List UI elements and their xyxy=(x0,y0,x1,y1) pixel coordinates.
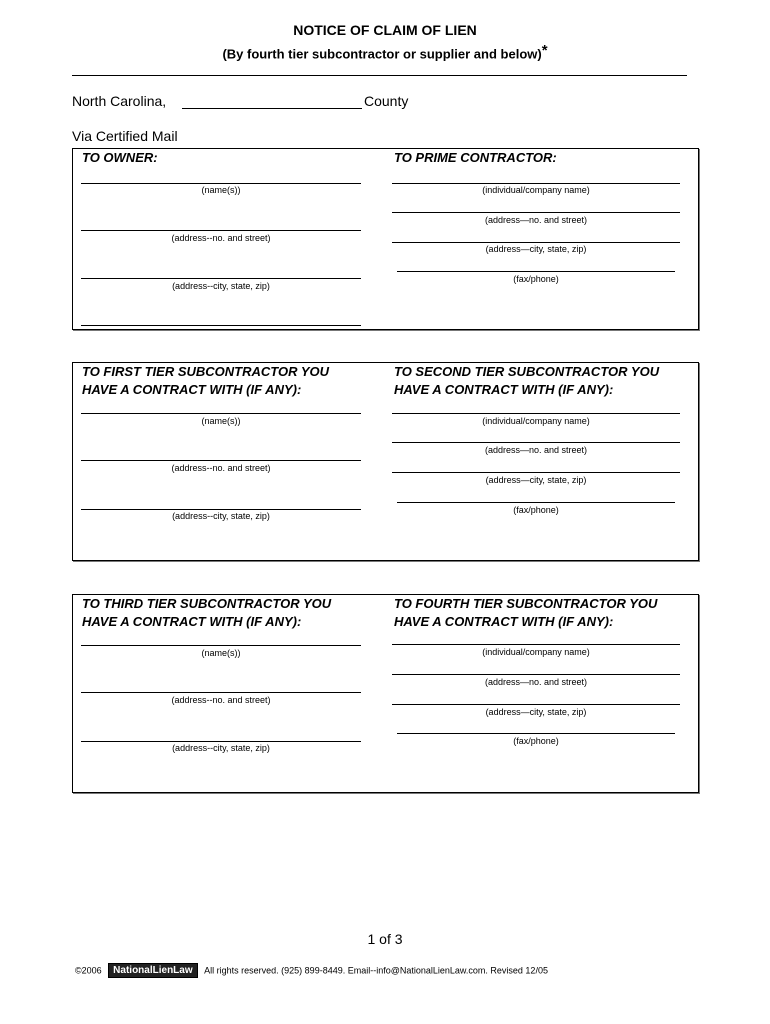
fourth-city-line[interactable] xyxy=(392,704,680,705)
third-city-line[interactable] xyxy=(81,741,361,742)
first-tier-heading-line2: HAVE A CONTRACT WITH (IF ANY): xyxy=(82,382,302,397)
second-city-line[interactable] xyxy=(392,472,680,473)
prime-city-line[interactable] xyxy=(392,242,680,243)
fourth-tier-heading-line1: TO FOURTH TIER SUBCONTRACTOR YOU xyxy=(394,596,658,611)
page-number: 1 of 3 xyxy=(367,931,403,947)
first-city-line[interactable] xyxy=(81,509,361,510)
second-name-caption: (individual/company name) xyxy=(482,416,590,426)
first-street-line[interactable] xyxy=(81,460,361,461)
first-tier-heading-line1: TO FIRST TIER SUBCONTRACTOR YOU xyxy=(82,364,330,379)
third-tier-heading-line2: HAVE A CONTRACT WITH (IF ANY): xyxy=(82,614,302,629)
third-tier-heading xyxy=(82,595,331,631)
fourth-tier-heading-line2: HAVE A CONTRACT WITH (IF ANY): xyxy=(394,614,614,629)
third-street-line[interactable] xyxy=(81,692,361,693)
third-name-caption: (name(s)) xyxy=(201,648,241,658)
second-fax-line[interactable] xyxy=(397,502,675,503)
prime-fax-line[interactable] xyxy=(397,271,675,272)
third-tier-heading-line1: TO THIRD TIER SUBCONTRACTOR YOU xyxy=(82,596,332,611)
owner-city-line[interactable] xyxy=(81,278,361,279)
fourth-street-caption: (address—no. and street) xyxy=(484,677,588,687)
county-label: County xyxy=(364,93,409,109)
state-label: North Carolina, xyxy=(72,93,167,109)
footer-text: All rights reserved. (925) 899-8449. Email--info@NationalLienLaw.com. Revised 12/05 xyxy=(204,965,548,976)
prime-heading: TO PRIME CONTRACTOR: xyxy=(394,150,557,165)
prime-street-line[interactable] xyxy=(392,212,680,213)
first-city-caption: (address--city, state, zip) xyxy=(172,511,270,521)
prime-fax-caption: (fax/phone) xyxy=(513,274,559,284)
second-tier-heading-line2: HAVE A CONTRACT WITH (IF ANY): xyxy=(394,382,614,397)
copyright-text: ©2006 xyxy=(75,965,102,976)
document-title: NOTICE OF CLAIM OF LIEN xyxy=(293,22,477,38)
fourth-fax-line[interactable] xyxy=(397,733,675,734)
fourth-tier-heading xyxy=(394,595,657,631)
fourth-name-line[interactable] xyxy=(392,644,680,645)
owner-street-caption: (address--no. and street) xyxy=(171,233,271,243)
title-divider xyxy=(72,75,687,76)
county-blank[interactable] xyxy=(182,108,362,109)
third-city-caption: (address--city, state, zip) xyxy=(172,743,270,753)
footer xyxy=(75,963,548,978)
document-subtitle: (By fourth tier subcontractor or supplier and below)* xyxy=(222,42,548,62)
third-street-caption: (address--no. and street) xyxy=(171,695,271,705)
owner-name-caption: (name(s)) xyxy=(201,185,241,195)
national-lien-law-logo: NationalLienLaw xyxy=(108,963,197,978)
prime-city-caption: (address—city, state, zip) xyxy=(485,244,587,254)
owner-heading: TO OWNER: xyxy=(82,150,158,165)
second-fax-caption: (fax/phone) xyxy=(513,505,559,515)
owner-street-line[interactable] xyxy=(81,230,361,231)
prime-name-caption: (individual/company name) xyxy=(482,185,590,195)
first-tier-heading xyxy=(82,363,329,399)
fourth-city-caption: (address—city, state, zip) xyxy=(485,707,587,717)
third-fourth-tier-section xyxy=(72,594,699,793)
second-street-line[interactable] xyxy=(392,442,680,443)
second-tier-heading xyxy=(394,363,659,399)
owner-city-caption: (address--city, state, zip) xyxy=(172,281,270,291)
second-street-caption: (address—no. and street) xyxy=(484,445,588,455)
second-name-line[interactable] xyxy=(392,413,680,414)
asterisk-mark: * xyxy=(541,42,548,59)
owner-extra-line[interactable] xyxy=(81,325,361,326)
second-city-caption: (address—city, state, zip) xyxy=(485,475,587,485)
fourth-street-line[interactable] xyxy=(392,674,680,675)
first-second-tier-section xyxy=(72,362,699,561)
fourth-name-caption: (individual/company name) xyxy=(482,647,590,657)
owner-name-line[interactable] xyxy=(81,183,361,184)
delivery-method: Via Certified Mail xyxy=(72,128,178,144)
prime-name-line[interactable] xyxy=(392,183,680,184)
fourth-fax-caption: (fax/phone) xyxy=(513,736,559,746)
third-name-line[interactable] xyxy=(81,645,361,646)
owner-prime-section xyxy=(72,148,699,330)
prime-street-caption: (address—no. and street) xyxy=(484,215,588,225)
first-name-line[interactable] xyxy=(81,413,361,414)
first-name-caption: (name(s)) xyxy=(201,416,241,426)
second-tier-heading-line1: TO SECOND TIER SUBCONTRACTOR YOU xyxy=(394,364,660,379)
first-street-caption: (address--no. and street) xyxy=(171,463,271,473)
